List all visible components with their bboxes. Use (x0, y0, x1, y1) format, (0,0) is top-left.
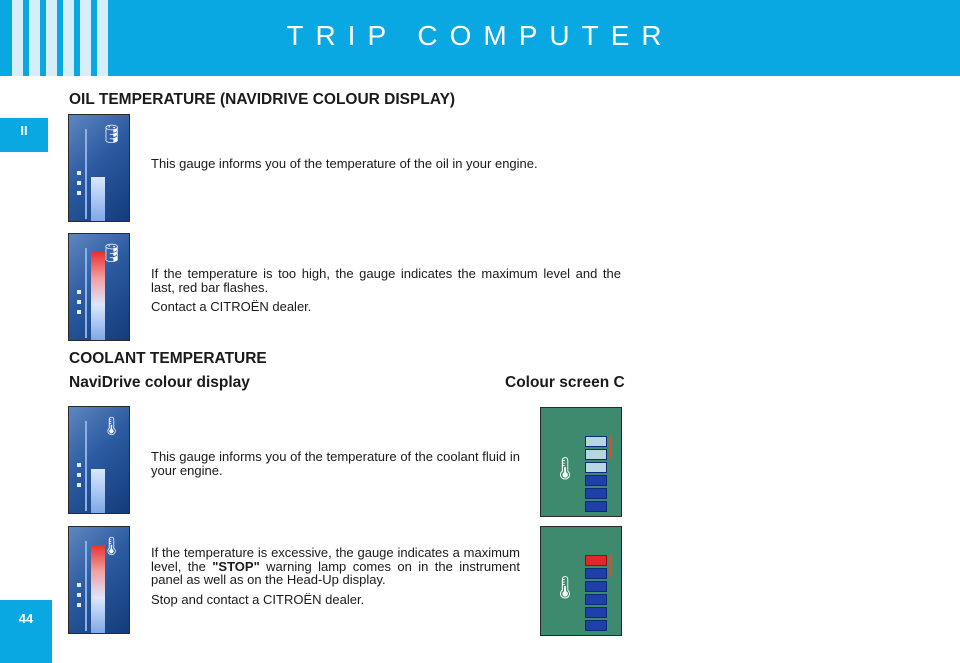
coolant-para-2: If the temperature is excessive, the gauge indicates a maximum level, the "STOP" warning lamp comes on in the instrument panel as well as on the Head-Up display. Stop and contact a CITROËN dealer. (151, 545, 520, 607)
colour-screen-c-heading: Colour screen C (505, 374, 625, 391)
thermometer-water-icon: 🌡 (551, 456, 579, 481)
coolant-para-1: This gauge informs you of the temperature of the coolant fluid in your engine. (151, 449, 520, 478)
oil-can-icon: 🛢 (100, 243, 123, 263)
colour-screen-normal-image (540, 407, 622, 517)
colour-screen-hot-image (540, 526, 622, 636)
oil-gauge-normal-image (68, 114, 130, 222)
page-number: 44 (18, 611, 34, 626)
stop-warning-label: "STOP" (212, 558, 260, 574)
thermometer-water-icon: 🌡 (100, 416, 123, 436)
header-band (0, 0, 960, 76)
oil-para-2: If the temperature is too high, the gauge indicates the maximum level and the last, red bar flashes. Contact a CITROËN dealer. (151, 266, 621, 314)
page-title: TRIP COMPUTER (286, 20, 674, 51)
thermometer-water-icon: 🌡 (100, 536, 123, 556)
oil-gauge-hot-image (68, 233, 130, 341)
oil-temperature-heading: OIL TEMPERATURE (NAVIDRIVE COLOUR DISPLAY) (69, 91, 456, 108)
coolant-temperature-heading: COOLANT TEMPERATURE (69, 350, 267, 367)
oil-can-icon: 🛢 (100, 124, 123, 144)
navidrive-display-heading: NaviDrive colour display (69, 374, 250, 391)
page-number-box (0, 600, 52, 663)
section-tab: II (0, 118, 48, 152)
thermometer-water-icon: 🌡 (551, 575, 579, 600)
coolant-gauge-hot-image (68, 526, 130, 634)
oil-para-1: This gauge informs you of the temperature of the oil in your engine. (151, 156, 538, 171)
coolant-gauge-normal-image (68, 406, 130, 514)
